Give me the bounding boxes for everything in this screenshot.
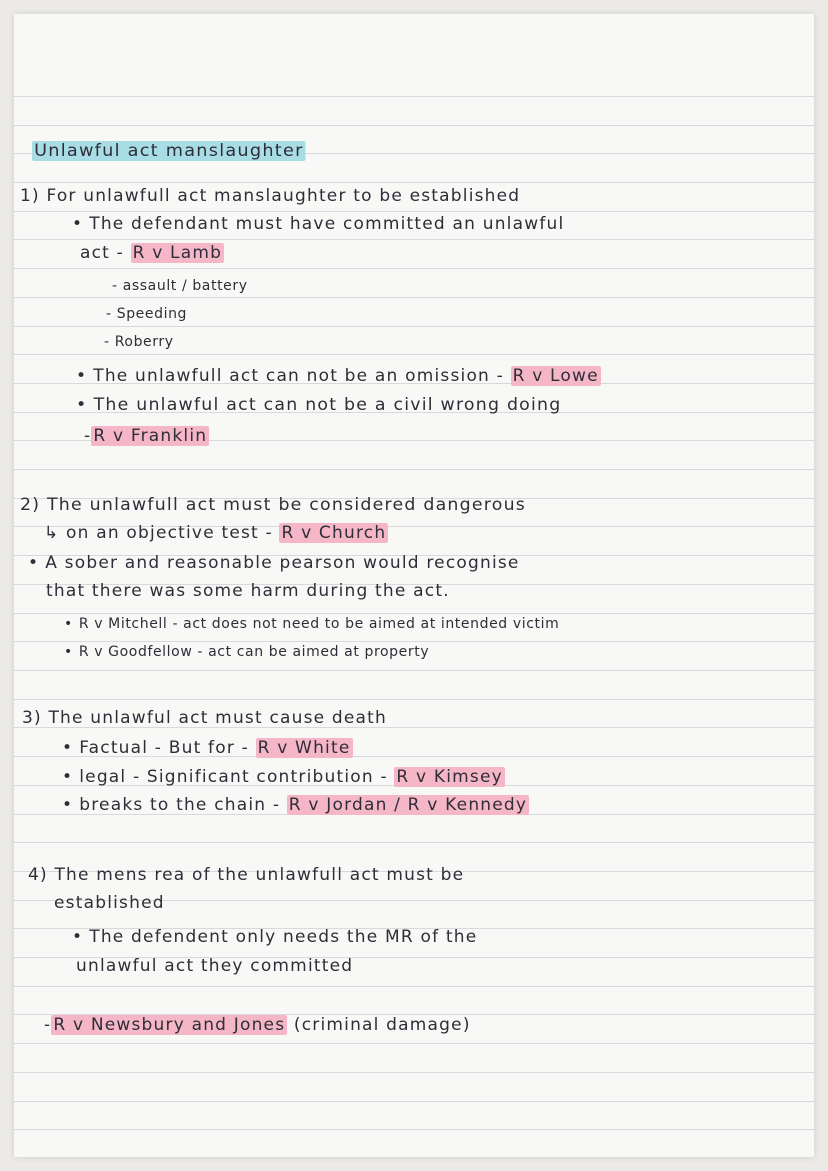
section-2-bullet-2: • R v Mitchell - act does not need to be aimed at intended victim — [64, 616, 560, 632]
section-2-heading: 2) The unlawfull act must be considered dangerous — [20, 495, 527, 515]
case-newsbury-jones: R v Newsbury and Jones — [53, 1015, 286, 1035]
ruled-line — [14, 641, 814, 642]
case-lowe: R v Lowe — [512, 366, 599, 386]
ruled-line — [14, 1101, 814, 1102]
ruled-line — [14, 613, 814, 614]
section-3-bullet-3: • breaks to the chain - R v Jordan / R v Kennedy — [62, 795, 528, 815]
case-kimsey: R v Kimsey — [396, 767, 503, 787]
ruled-line — [14, 1129, 814, 1130]
ruled-line — [14, 1043, 814, 1044]
case-lamb: R v Lamb — [132, 243, 223, 263]
case-franklin: R v Franklin — [93, 426, 208, 446]
ruled-line — [14, 699, 814, 700]
ruled-line — [14, 297, 814, 298]
section-1-bullet-1-cont: act - R v Lamb — [80, 243, 223, 263]
section-4-bullet-1-cont: unlawful act they committed — [76, 956, 354, 976]
ruled-line — [14, 326, 814, 327]
ruled-line — [14, 125, 814, 126]
section-4-heading: 4) The mens rea of the unlawfull act must be — [28, 865, 465, 885]
ruled-line — [14, 842, 814, 843]
title-highlight: Unlawful act manslaughter — [32, 141, 306, 161]
notebook-page — [14, 14, 814, 1157]
ruled-line — [14, 96, 814, 97]
ruled-line — [14, 670, 814, 671]
section-4-case-line: - R v Newsbury and Jones (criminal damage) — [44, 1015, 471, 1035]
ruled-line — [14, 1072, 814, 1073]
section-4-heading-cont: established — [54, 893, 165, 913]
ruled-line — [14, 469, 814, 470]
ruled-line — [14, 182, 814, 183]
ruled-line — [14, 986, 814, 987]
section-1-bullet-1: • The defendant must have committed an unlawful — [72, 214, 565, 234]
example-robbery: - Roberry — [104, 334, 174, 350]
section-2-bullet-1: • A sober and reasonable pearson would recognise — [28, 553, 520, 573]
page-title — [32, 141, 306, 161]
case-church: R v Church — [281, 523, 387, 543]
ruled-line — [14, 268, 814, 269]
section-2-bullet-3: • R v Goodfellow - act can be aimed at property — [64, 644, 430, 660]
ruled-line — [14, 239, 814, 240]
section-1-bullet-2: • The unlawfull act can not be an omission - R v Lowe — [76, 366, 599, 386]
case-mitchell: R v Mitchell — [78, 616, 168, 632]
example-speeding: - Speeding — [106, 306, 188, 322]
example-assault: - assault / battery — [112, 278, 248, 294]
section-3-heading: 3) The unlawful act must cause death — [22, 708, 388, 728]
ruled-line — [14, 211, 814, 212]
section-3-bullet-2: • legal - Significant contribution - R v Kimsey — [62, 767, 503, 787]
section-1-bullet-3: • The unlawful act can not be a civil wrong doing — [76, 395, 562, 415]
case-jordan-kennedy: R v Jordan / R v Kennedy — [288, 795, 528, 815]
section-3-bullet-1: • Factual - But for - R v White — [62, 738, 351, 758]
section-1-bullet-3-case: - R v Franklin — [84, 426, 208, 446]
ruled-line — [14, 354, 814, 355]
section-2-bullet-1-cont: that there was some harm during the act. — [46, 581, 450, 601]
section-4-bullet-1: • The defendent only needs the MR of the — [72, 927, 478, 947]
section-1-heading: 1) For unlawfull act manslaughter to be established — [20, 186, 521, 206]
section-2-arrow-note: ↳ on an objective test - R v Church — [44, 523, 387, 543]
case-white: R v White — [257, 738, 351, 758]
